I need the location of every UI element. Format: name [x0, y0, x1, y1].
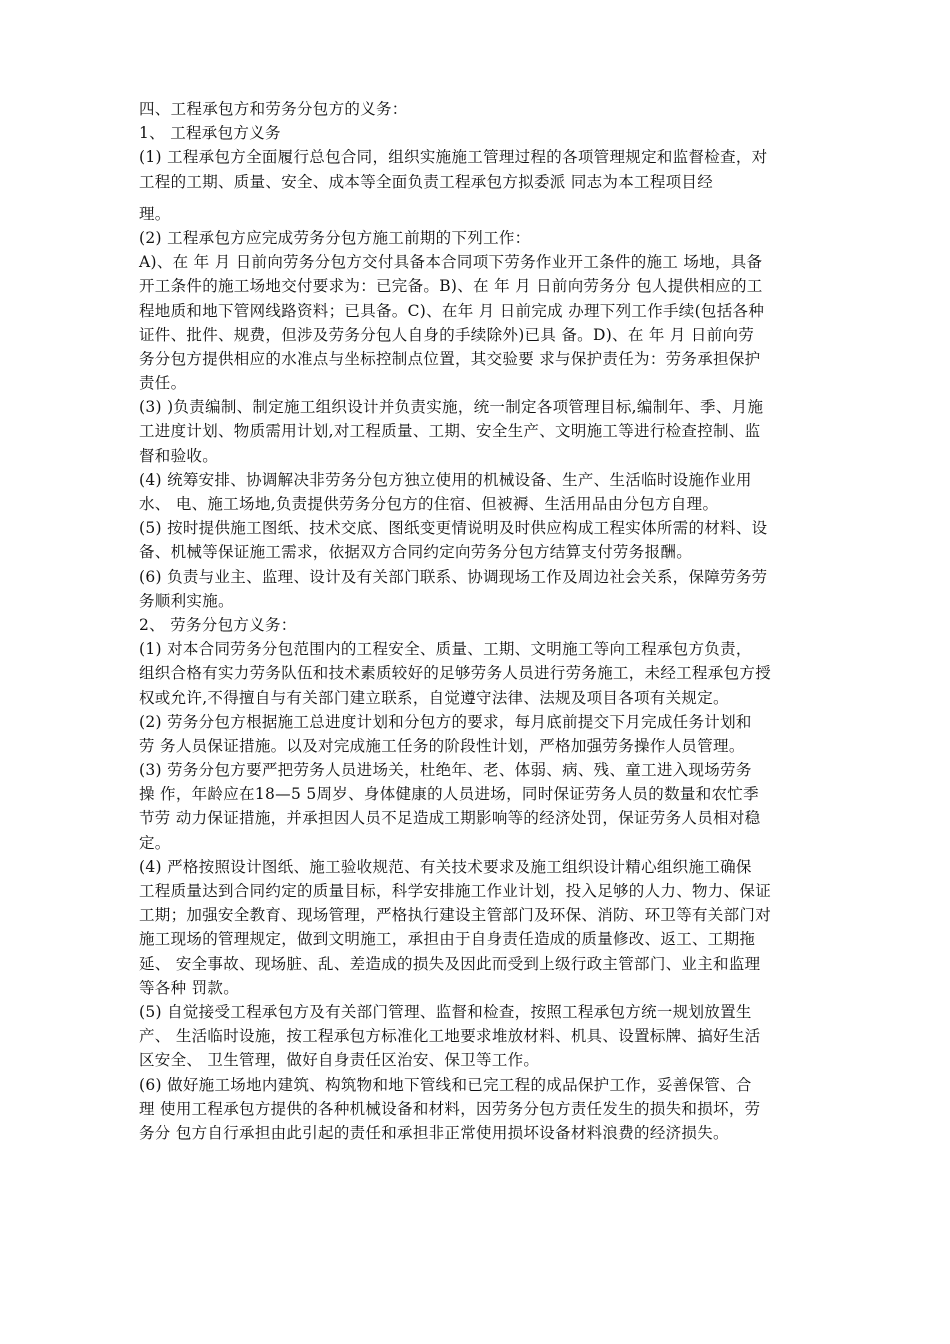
text-line: (1) 对本合同劳务分包范围内的工程安全、质量、工期、文明施工等向工程承包方负责， — [139, 640, 752, 659]
text-line: 责任。 — [139, 374, 187, 393]
subsection-heading: 1、 工程承包方义务 — [139, 124, 281, 143]
section-heading: 四、工程承包方和劳务分包方的义务： — [139, 100, 408, 118]
blank-gap — [139, 194, 829, 202]
text-line: 区安全、 卫生管理，做好自身责任区治安、保卫等工作。 — [139, 1051, 540, 1070]
text-line: 工程的工期、质量、安全、成本等全面负责工程承包方拟委派 同志为本工程项目经 — [139, 172, 714, 191]
text-line: (6) 负责与业主、监理、设计及有关部门联系、协调现场工作及周边社会关系，保障劳务劳 — [139, 567, 768, 586]
text-line: 劳 务人员保证措施。以及对完成施工任务的阶段性计划，严格加强劳务操作人员管理。 — [139, 736, 745, 755]
text-line: A)、在 年 月 日前向劳务分包方交付具备本合同项下劳务作业开工条件的施工 场地，具备 — [139, 253, 763, 272]
text-line: 工进度计划、物质需用计划,对工程质量、工期、安全生产、文明施工等进行检查控制、监 — [139, 422, 761, 441]
text-line: 工程质量达到合同约定的质量目标，科学安排施工作业计划，投入足够的人力、物力、保证 — [139, 882, 772, 900]
text-line: 备、机械等保证施工需求，依据双方合同约定向劳务分包方结算支付劳务报酬。 — [139, 543, 693, 562]
text-line: 务分包方提供相应的水准点与坐标控制点位置，其交验要 求与保护责任为：劳务承担保护 — [139, 349, 761, 368]
text-line: 延、 安全事故、现场脏、乱、差造成的损失及因此而受到上级行政主管部门、业主和监理 — [139, 954, 761, 973]
document-body — [139, 97, 829, 1145]
text-line: 开工条件的施工场地交付要求为：已完备。B)、在 年 月 日前向劳务分 包人提供相应的工 — [139, 277, 763, 296]
text-line: 务分 包方自行承担由此引起的责任和承担非正常使用损坏设备材料浪费的经济损失。 — [139, 1123, 729, 1142]
text-line: 节劳 动力保证措施，并承担因人员不足造成工期影响等的经济处罚，保证劳务人员相对稳 — [139, 809, 761, 828]
text-line: 组织合格有实力劳务队伍和技术素质较好的足够劳务人员进行劳务施工，未经工程承包方授 — [139, 664, 772, 683]
text-line: 证件、批件、规费，但涉及劳务分包人自身的手续除外)已具 备。D)、在 年 月 日前向劳 — [139, 325, 755, 344]
text-line: 等各种 罚款。 — [139, 978, 240, 997]
text-line: (3) 劳务分包方要严把劳务人员进场关，杜绝年、老、体弱、病、残、童工进入现场劳务 — [139, 761, 752, 780]
text-line: 理。 — [139, 204, 171, 223]
text-line: 督和验收。 — [139, 446, 219, 465]
text-line: 定。 — [139, 833, 171, 852]
text-line: (4) 严格按照设计图纸、施工验收规范、有关技术要求及施工组织设计精心组织施工确保 — [139, 857, 752, 876]
text-line: 权或允许,不得擅自与有关部门建立联系，自觉遵守法律、法规及项目各项有关规定。 — [139, 688, 729, 707]
text-line: (6) 做好施工场地内建筑、构筑物和地下管线和已完工程的成品保护工作，妥善保管、合 — [139, 1075, 752, 1094]
text-line: (3) )负责编制、制定施工组织设计并负责实施，统一制定各项管理目标,编制年、季、月施 — [139, 398, 764, 417]
text-line: (2) 劳务分包方根据施工总进度计划和分包方的要求，每月底前提交下月完成任务计划和 — [139, 712, 752, 731]
text-line: 工期；加强安全教育、现场管理，严格执行建设主管部门及环保、消防、环卫等有关部门对 — [139, 906, 772, 925]
text-line: (5) 按时提供施工图纸、技术交底、图纸变更情说明及时供应构成工程实体所需的材料、设 — [139, 519, 768, 538]
text-line: (2) 工程承包方应完成劳务分包方施工前期的下列工作： — [139, 228, 531, 247]
text-line: 务顺利实施。 — [139, 591, 234, 610]
text-line: (1) 工程承包方全面履行总包合同，组织实施施工管理过程的各项管理规定和监督检查，对 — [139, 148, 768, 167]
text-line: (5) 自觉接受工程承包方及有关部门管理、监督和检查，按照工程承包方统一规划放置生 — [139, 1002, 752, 1021]
text-line: (4) 统筹安排、协调解决非劳务分包方独立使用的机械设备、生产、生活临时设施作业用 — [139, 470, 752, 489]
text-line: 施工现场的管理规定，做到文明施工，承担由于自身责任造成的质量修改、返工、工期拖 — [139, 930, 756, 949]
text-line: 产、 生活临时设施，按工程承包方标准化工地要求堆放材料、机具、设置标牌、搞好生活 — [139, 1027, 761, 1046]
text-line: 水、 电、施工场地,负责提供劳务分包方的住宿、但被褥、生活用品由分包方自理。 — [139, 495, 719, 513]
text-line: 理 使用工程承包方提供的各种机械设备和材料，因劳务分包方责任发生的损失和损坏，劳 — [139, 1099, 761, 1118]
subsection-heading: 2、 劳务分包方义务： — [139, 615, 297, 634]
text-line: 操 作，年龄应在18—5 5周岁、身体健康的人员进场，同时保证劳务人员的数量和农忙季 — [139, 785, 759, 804]
text-line: 程地质和地下管网线路资料；已具备。C)、在年 月 日前完成 办理下列工作手续(包括各种 — [139, 301, 765, 320]
